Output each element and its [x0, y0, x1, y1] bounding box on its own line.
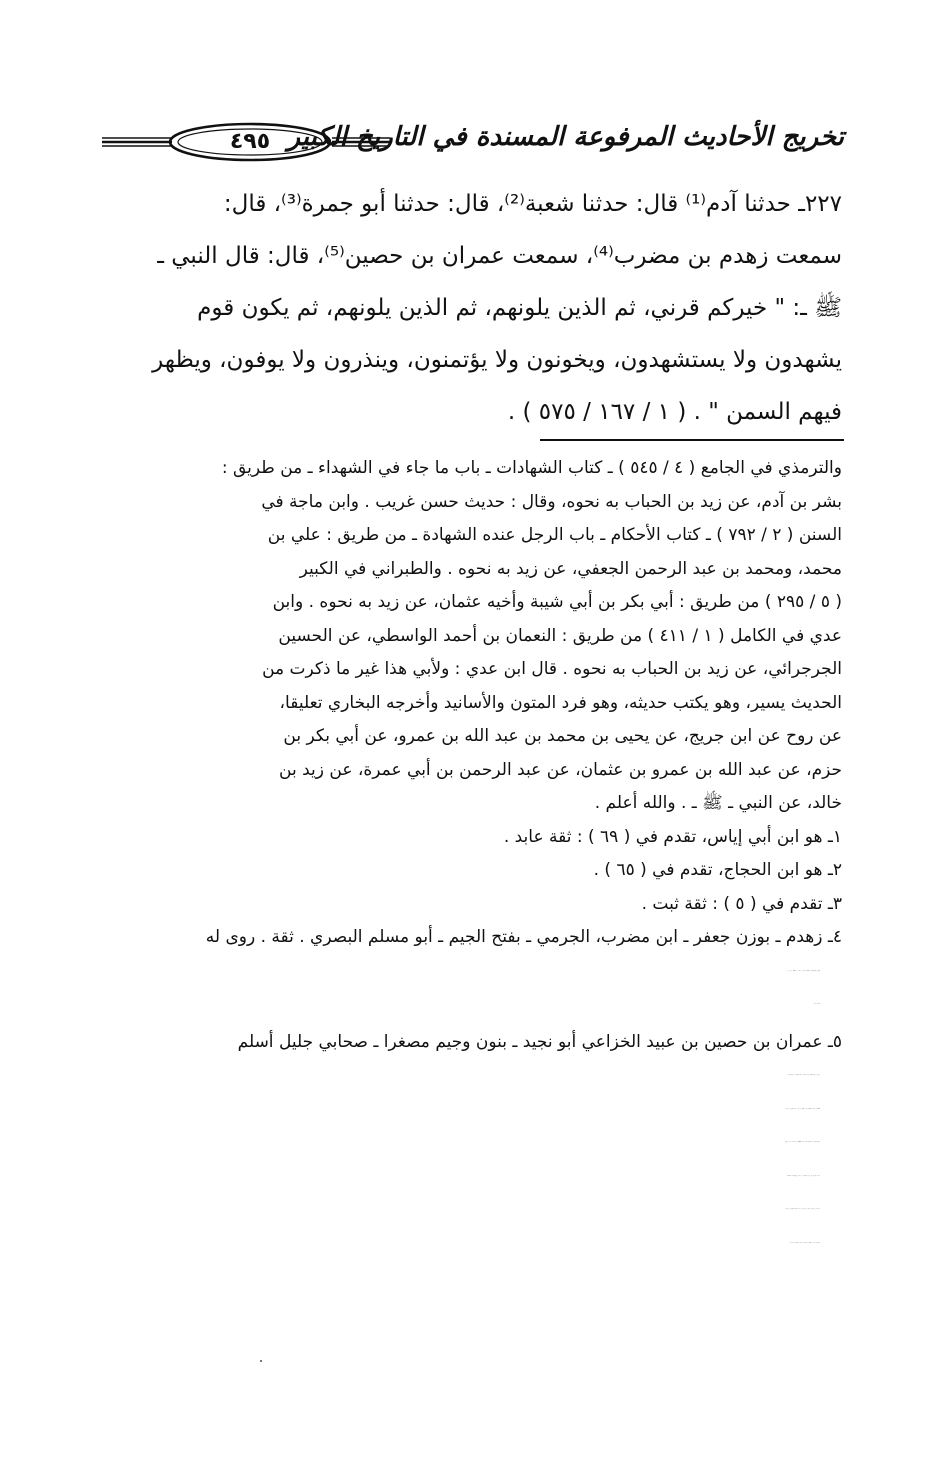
footnote-line: حزم، عن عبد الله بن عمرو بن عثمان، عن عبد الرحمن بن أبي عمرة، عن زيد بن — [279, 759, 842, 780]
footnote-4: ٤ـ زهدم ـ بوزن جعفر ـ ابن مضرب، الجرمي ـ بفتح الجيم ـ أبو مسلم البصري . ثقة . روى له — [205, 927, 842, 947]
footnote-line: محمد، ومحمد بن عبد الرحمن الجعفي، عن زيد به نحوه . والطبراني في الكبير — [299, 558, 842, 579]
footnote-line: خالد، عن النبي ـ ﷺ ـ . والله أعلم . — [594, 793, 842, 813]
footnote-line: والترمذي في الجامع ( ٤ / ٥٤٥ ) ـ كتاب الشهادات ـ باب ما جاء في الشهداء ـ من طريق : — [221, 458, 842, 478]
footnote-line: عدي في الكامل ( ١ / ٤١١ ) من طريق : النعمان بن أحمد الواسطي، عن الحسين — [278, 625, 842, 646]
footnote-5-line: ( ٤ / ٤٢٧ ) من طريق : محمد بن جعفر غندر، عن شعبة به مثله . والبخاري في صحيحه — [785, 1209, 820, 1210]
scan-speck — [260, 1360, 262, 1362]
footnote-2: ٢ـ هو ابن الحجاج، تقدم في ( ٦٥ ) . — [593, 860, 842, 880]
footnote-line: الحديث يسير، وهو يكتب حديثه، وهو فرد المتون والأسانيد وأخرجه البخاري تعليقا، — [279, 692, 842, 713]
footnote-1: ١ـ هو ابن أبي إياس، تقدم في ( ٦٩ ) : ثقة عابد . — [503, 826, 842, 847]
footnote-line: عن روح عن ابن جريج، عن يحيى بن محمد بن عبد الله بن عمرو، عن أبي بكر بن — [283, 726, 842, 746]
footnote-line: الجرجرائي، عن زيد بن الحباب به نحوه . قال ابن عدي : ولأبي هذا غير ما ذكرت من — [262, 659, 842, 679]
footnote-line: السنن ( ٢ / ٧٩٢ ) ـ كتاب الأحكام ـ باب الرجل عنده الشهادة ـ من طريق : علي بن — [267, 525, 842, 545]
footnote-5-line: الطبقات ( ٤ / ٢٧٨ )، المشاهير ( ٣٧ )، الإصابة ( ٣ / ٢٧ ) . اخرجه البخاري في صحيحه — [785, 1108, 820, 1110]
footnote-line: ( ٥ / ٢٩٥ ) من طريق : أبي بكر بن أبي شيبة وأخيه عثمان، عن زيد به نحوه . وابن — [272, 592, 842, 612]
footnote-5-line: ( الفتح ١١ / ٢٤٤ ) . ومسلم في صحيحه ( ٤ / ١٩٦٤ ) ـ كلاهما ـ عن محمد بن — [789, 1242, 820, 1244]
footnotes — [104, 452, 842, 1260]
hadith-line: يشهدون ولا يستشهدون، ويخونون ولا يؤتمنون، وينذرون ولا يوفون، ويظهر — [152, 347, 842, 373]
footnote-5-line: ( الفتح ٥ / ٢٥٨ ) من هذا الوجه مثله . وأخرجه الطيالسي في مسنده ( ١١٣ ) من طريق : — [784, 1142, 820, 1143]
footnote-5-line: شعبة به مثله . وابن أبي شيبة في المصنف ( ١٢ / ١٧٦ ) . والإمام أحمد في المسند — [786, 1175, 820, 1177]
footnote-5: ٥ـ عمران بن حصين بن عبيد الخزاعي أبو نجيد ـ بنون وجيم مصغرا ـ صحابي جليل أسلم — [237, 1031, 842, 1052]
page-number: ٤٩٥ — [229, 129, 271, 154]
footnote-4-line: البخاري ومسلم والترمذي والنسائي . الجرح ( ٣ / ٦١٧ )، ت . الكمال ( ١ / ٤٣٣ )، — [787, 970, 820, 972]
footnote-3: ٣ـ تقدم في ( ٥ ) : ثقة ثبت . — [641, 893, 842, 914]
footnote-separator — [540, 439, 844, 441]
hadith-text — [104, 178, 842, 438]
running-title: تخريج الأحاديث المرفوعة المسندة في التاريخ الكبير — [287, 122, 844, 152]
hadith-line: فيهم السمن " . ( ١ / ١٦٧ / ٥٧٥ ) . — [507, 399, 842, 425]
hadith-line: ٢٢٧ـ حدثنا آدم⁽¹⁾ قال: حدثنا شعبة⁽²⁾، قال: حدثنا أبو جمرة⁽³⁾، قال: — [223, 191, 842, 217]
footnote-4-line: التقريب ( ٢١٧ ) . — [812, 1004, 820, 1005]
footnote-5-line: عام خيبر . وقضى بالكوفة . مات سنة اثنتين وخمسين بالبصرة . ـ رضي الله عنه ـ . — [786, 1075, 820, 1076]
page-header — [100, 112, 844, 174]
hadith-line: سمعت زهدم بن مضرب⁽⁴⁾، سمعت عمران بن حصين⁽⁵⁾، قال: قال النبي ـ — [157, 243, 842, 269]
footnote-line: بشر بن آدم، عن زيد بن الحباب به نحوه، وقال : حديث حسن غريب . وابن ماجة في — [261, 491, 842, 512]
hadith-line: ﷺ ـ: " خيركم قرني، ثم الذين يلونهم، ثم الذين يلونهم، ثم يكون قوم — [197, 295, 842, 321]
